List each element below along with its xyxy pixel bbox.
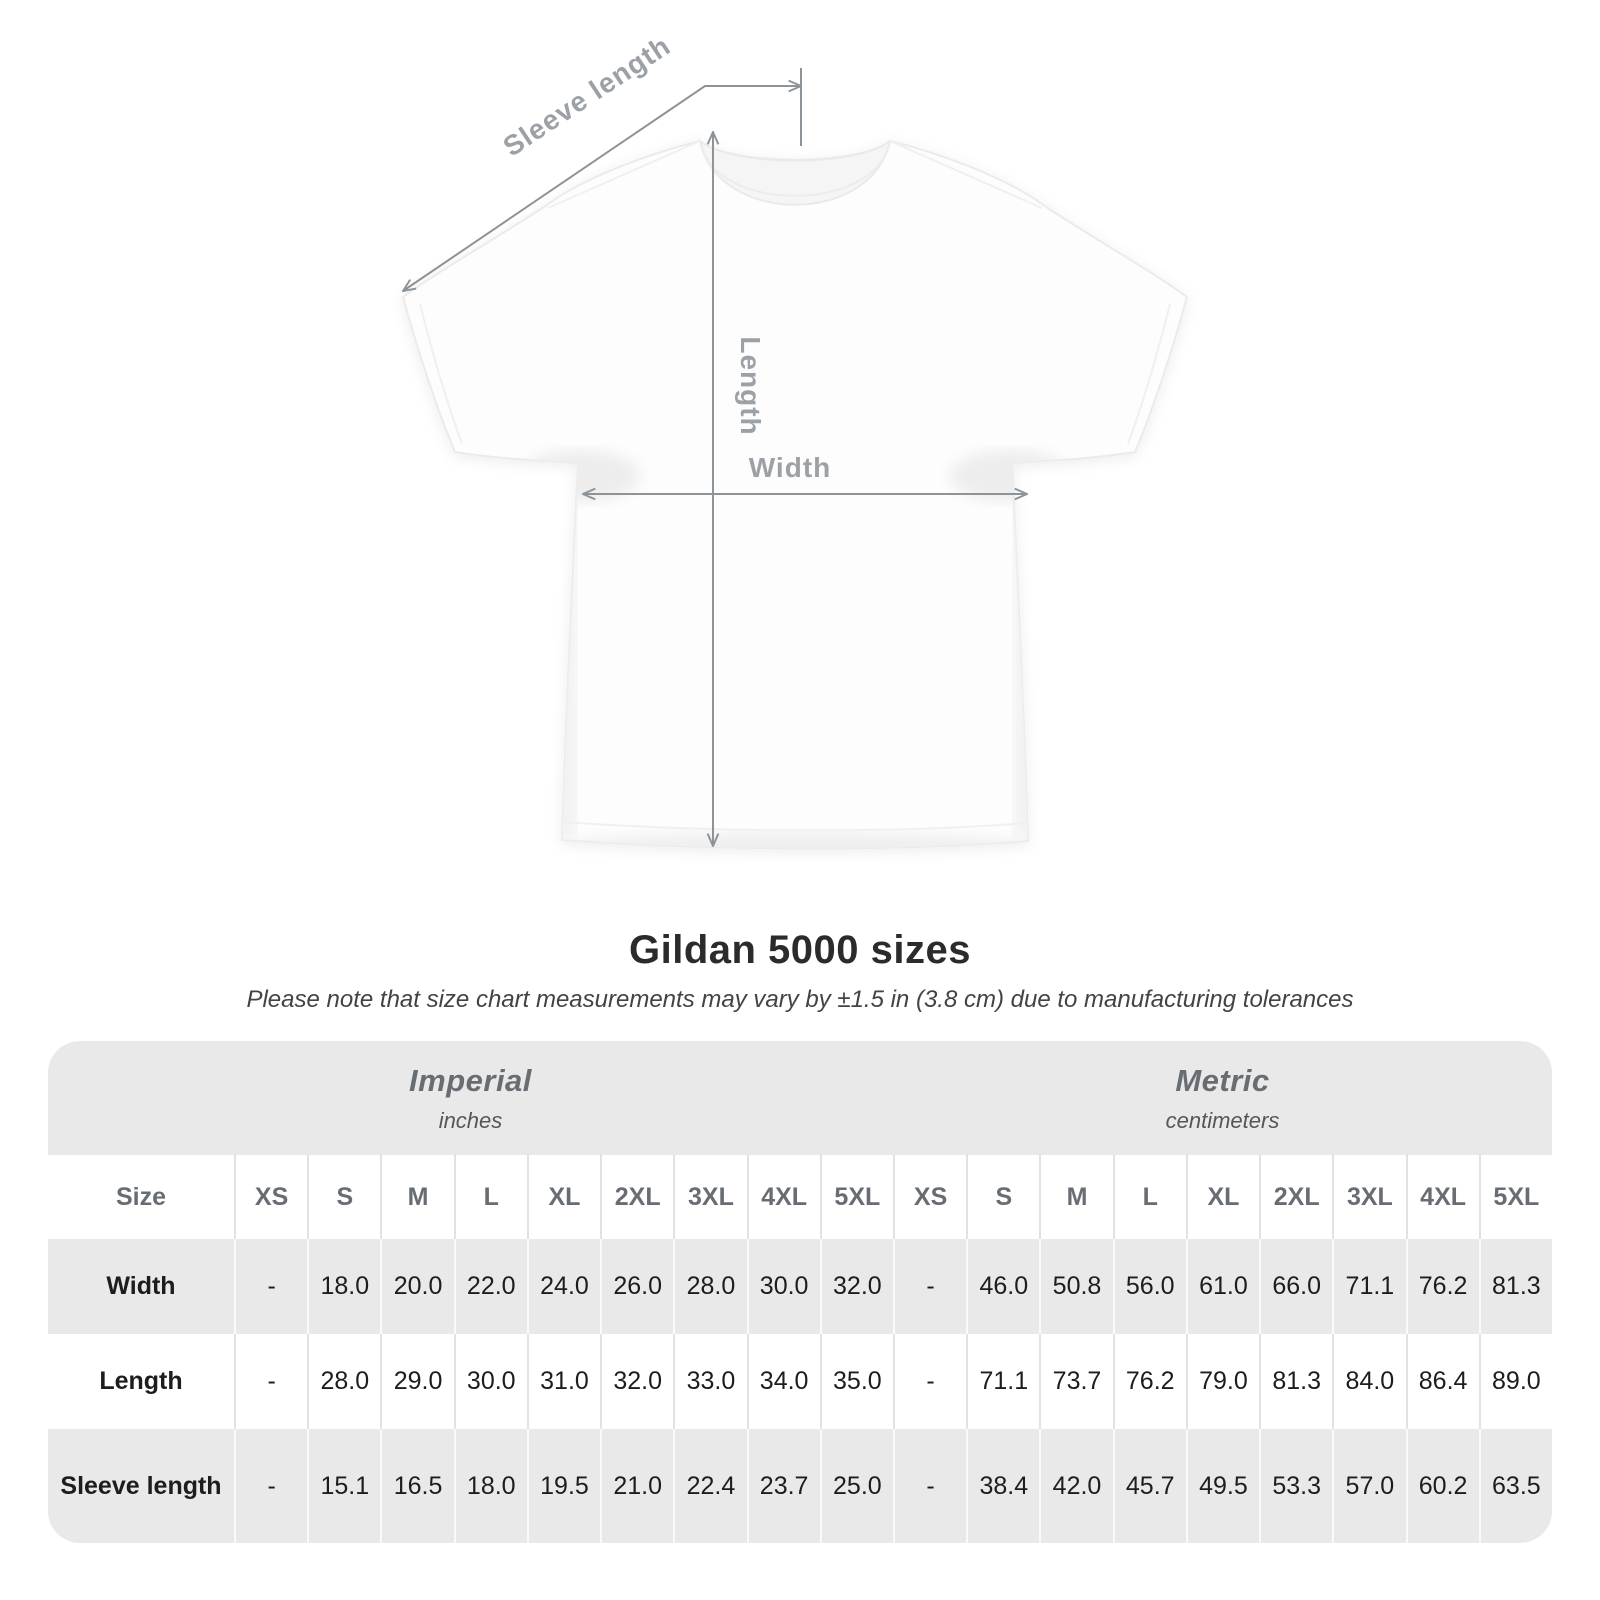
metric-value-cell: 63.5	[1479, 1429, 1552, 1543]
imperial-group-header	[48, 1041, 893, 1155]
imperial-value-cell: 18.0	[307, 1239, 380, 1334]
imperial-value-cell: 20.0	[380, 1239, 453, 1334]
metric-group-header	[893, 1041, 1552, 1155]
size-header-cell: 2XL	[600, 1155, 673, 1239]
metric-value-cell: 53.3	[1259, 1429, 1332, 1543]
imperial-value-cell: -	[234, 1334, 307, 1429]
imperial-value-cell: 15.1	[307, 1429, 380, 1543]
metric-value-cell: 89.0	[1479, 1334, 1552, 1429]
size-header-cell: 2XL	[1259, 1155, 1332, 1239]
imperial-value-cell: 34.0	[747, 1334, 820, 1429]
metric-value-cell: 42.0	[1039, 1429, 1112, 1543]
metric-value-cell: 66.0	[1259, 1239, 1332, 1334]
size-header-cell: M	[380, 1155, 453, 1239]
imperial-value-cell: 30.0	[747, 1239, 820, 1334]
size-corner-cell: Size	[48, 1155, 234, 1239]
size-header-row	[48, 1155, 1552, 1239]
metric-value-cell: 84.0	[1332, 1334, 1405, 1429]
imperial-value-cell: -	[234, 1239, 307, 1334]
imperial-value-cell: 28.0	[673, 1239, 746, 1334]
imperial-value-cell: 28.0	[307, 1334, 380, 1429]
imperial-value-cell: 18.0	[454, 1429, 527, 1543]
imperial-value-cell: -	[234, 1429, 307, 1543]
metric-unit: centimeters	[1165, 1107, 1280, 1133]
metric-value-cell: 71.1	[966, 1334, 1039, 1429]
imperial-value-cell: 30.0	[454, 1334, 527, 1429]
imperial-value-cell: 33.0	[673, 1334, 746, 1429]
metric-value-cell: 76.2	[1406, 1239, 1479, 1334]
size-header-cell: 3XL	[1332, 1155, 1405, 1239]
page-title: Gildan 5000 sizes	[628, 928, 971, 972]
imperial-value-cell: 22.4	[673, 1429, 746, 1543]
size-header-cell: S	[966, 1155, 1039, 1239]
imperial-unit: inches	[438, 1107, 503, 1133]
metric-value-cell: 49.5	[1186, 1429, 1259, 1543]
size-header-cell: M	[1039, 1155, 1112, 1239]
imperial-value-cell: 19.5	[527, 1429, 600, 1543]
tshirt-graphic	[403, 141, 1187, 864]
metric-value-cell: 81.3	[1479, 1239, 1552, 1334]
metric-label: Metric	[1175, 1062, 1270, 1098]
metric-value-cell: 71.1	[1332, 1239, 1405, 1334]
imperial-value-cell: 25.0	[820, 1429, 893, 1543]
imperial-value-cell: 32.0	[600, 1334, 673, 1429]
size-header-cell: 4XL	[747, 1155, 820, 1239]
measurement-row	[48, 1239, 1552, 1334]
size-header-cell: XS	[893, 1155, 966, 1239]
imperial-value-cell: 31.0	[527, 1334, 600, 1429]
metric-value-cell: 81.3	[1259, 1334, 1332, 1429]
metric-value-cell: 46.0	[966, 1239, 1039, 1334]
size-chart-panel	[48, 1041, 1552, 1543]
width-label: Width	[748, 452, 832, 483]
row-label-cell: Length	[48, 1334, 234, 1429]
size-header-cell: XS	[234, 1155, 307, 1239]
metric-value-cell: 76.2	[1113, 1334, 1186, 1429]
metric-value-cell: 61.0	[1186, 1239, 1259, 1334]
size-header-cell: XL	[1186, 1155, 1259, 1239]
metric-value-cell: 45.7	[1113, 1429, 1186, 1543]
imperial-value-cell: 35.0	[820, 1334, 893, 1429]
metric-value-cell: 60.2	[1406, 1429, 1479, 1543]
length-label: Length	[735, 336, 766, 436]
sleeve-length-label: Sleeve length	[497, 29, 676, 163]
imperial-label: Imperial	[409, 1062, 532, 1098]
imperial-value-cell: 26.0	[600, 1239, 673, 1334]
measurement-row	[48, 1334, 1552, 1429]
metric-value-cell: -	[893, 1334, 966, 1429]
unit-group-row	[48, 1041, 1552, 1155]
row-label-cell: Sleeve length	[48, 1429, 234, 1543]
size-header-cell: XL	[527, 1155, 600, 1239]
row-label-cell: Width	[48, 1239, 234, 1334]
tolerance-note: Please note that size chart measurements may vary by ±1.5 in (3.8 cm) due to manufacturing tolerances	[246, 986, 1354, 1013]
size-header-cell: L	[454, 1155, 527, 1239]
metric-value-cell: 38.4	[966, 1429, 1039, 1543]
imperial-value-cell: 16.5	[380, 1429, 453, 1543]
imperial-value-cell: 23.7	[747, 1429, 820, 1543]
metric-value-cell: 73.7	[1039, 1334, 1112, 1429]
imperial-value-cell: 21.0	[600, 1429, 673, 1543]
size-header-cell: S	[307, 1155, 380, 1239]
size-header-cell: 4XL	[1406, 1155, 1479, 1239]
imperial-value-cell: 22.0	[454, 1239, 527, 1334]
size-header-cell: 5XL	[820, 1155, 893, 1239]
metric-value-cell: 79.0	[1186, 1334, 1259, 1429]
size-header-cell: L	[1113, 1155, 1186, 1239]
imperial-value-cell: 24.0	[527, 1239, 600, 1334]
metric-value-cell: 50.8	[1039, 1239, 1112, 1334]
measurement-row	[48, 1429, 1552, 1543]
imperial-value-cell: 29.0	[380, 1334, 453, 1429]
metric-value-cell: 86.4	[1406, 1334, 1479, 1429]
imperial-value-cell: 32.0	[820, 1239, 893, 1334]
size-header-cell: 5XL	[1479, 1155, 1552, 1239]
metric-value-cell: 57.0	[1332, 1429, 1405, 1543]
metric-value-cell: 56.0	[1113, 1239, 1186, 1334]
size-header-cell: 3XL	[673, 1155, 746, 1239]
size-chart-table	[48, 1041, 1552, 1543]
metric-value-cell: -	[893, 1239, 966, 1334]
metric-value-cell: -	[893, 1429, 966, 1543]
